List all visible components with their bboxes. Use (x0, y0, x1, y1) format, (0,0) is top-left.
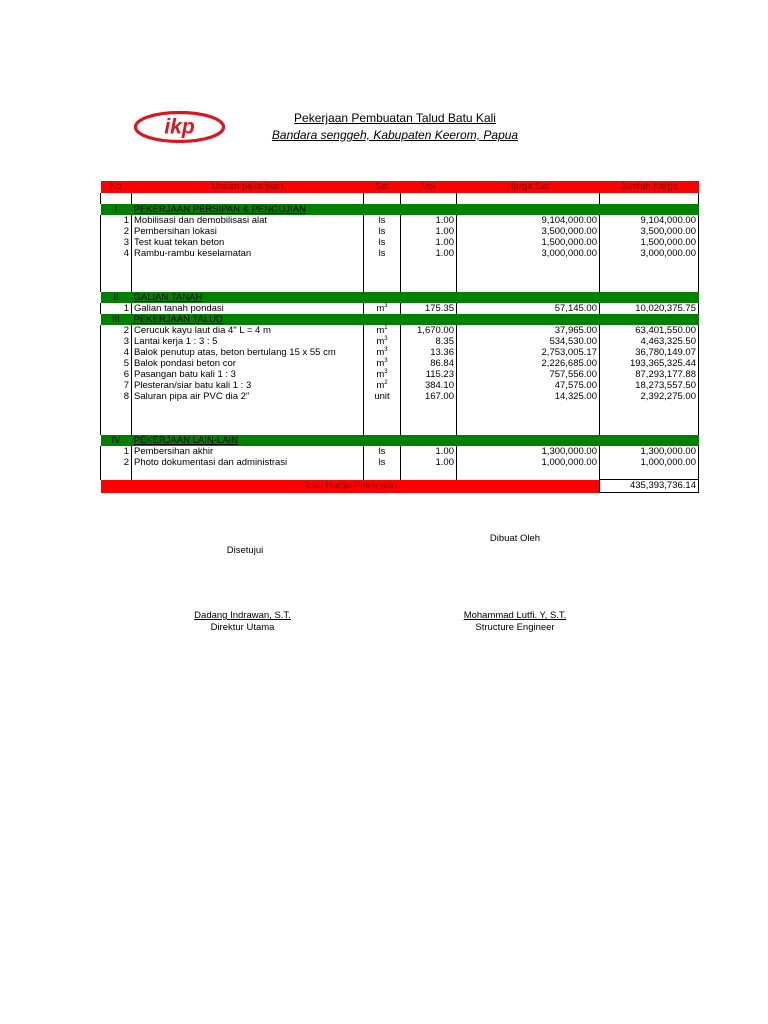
unit-exponent: 1 (384, 324, 388, 331)
row-unit-price: 2,753,005.17 (457, 347, 600, 358)
row-number: 4 (101, 347, 132, 358)
row-unit-price: 2,226,685.00 (457, 358, 600, 369)
table-row (101, 457, 699, 468)
unit-text: m (376, 347, 385, 358)
row-description: Pembersihan akhir (132, 446, 364, 457)
row-unit-price: 3,000,000.00 (457, 248, 600, 259)
row-volume: 1.00 (401, 237, 457, 248)
blank-cell (364, 193, 401, 204)
table-row (101, 380, 699, 391)
row-volume: 384.10 (401, 380, 457, 391)
section-fill-cell (401, 292, 457, 303)
total-row (101, 480, 699, 493)
blank-row (101, 402, 699, 435)
row-volume: 1.00 (401, 226, 457, 237)
unit-text: unit (374, 391, 390, 402)
row-total-price: 18,273,557.50 (600, 380, 699, 391)
row-volume: 1.00 (401, 248, 457, 259)
row-total-price: 1,300,000.00 (600, 446, 699, 457)
col-header-unit: Sat (364, 181, 401, 193)
blank-row (101, 468, 699, 480)
blank-cell (600, 193, 699, 204)
row-number: 6 (101, 369, 132, 380)
unit-exponent: 3 (384, 368, 388, 375)
unit-text: m (376, 303, 385, 314)
blank-cell (401, 193, 457, 204)
row-description: Balok pondasi beton cor (132, 358, 364, 369)
col-header-total-price: Jumlah harga (600, 181, 699, 193)
blank-cell (457, 468, 600, 480)
unit-exponent: 3 (384, 346, 388, 353)
row-total-price: 3,500,000.00 (600, 226, 699, 237)
row-number: 3 (101, 336, 132, 347)
blank-cell (132, 193, 364, 204)
unit-text: ls (378, 215, 386, 226)
section-header-row (101, 435, 699, 446)
section-fill-cell (364, 292, 401, 303)
row-number: 2 (101, 325, 132, 336)
row-unit (364, 380, 401, 391)
row-description: Pembersihan lokasi (132, 226, 364, 237)
blank-cell (101, 402, 132, 435)
row-unit (364, 215, 401, 226)
unit-text: m (376, 325, 385, 336)
table-row (101, 248, 699, 259)
row-unit-price: 1,000,000.00 (457, 457, 600, 468)
section-title: GALIAN TANAH (132, 292, 364, 303)
blank-cell (101, 468, 132, 480)
blank-cell (364, 468, 401, 480)
row-total-price: 36,780,149.07 (600, 347, 699, 358)
row-description: Balok penutup atas, beton bertulang 15 x 55 cm (132, 347, 364, 358)
unit-text: ls (378, 248, 386, 259)
section-title: PEKERJAAN LAIN-LAIN (132, 435, 364, 446)
row-unit (364, 358, 401, 369)
row-unit (364, 325, 401, 336)
row-number: 4 (101, 248, 132, 259)
row-unit-price: 37,965.00 (457, 325, 600, 336)
unit-text: ls (378, 446, 386, 457)
row-total-price: 1,000,000.00 (600, 457, 699, 468)
row-volume: 1.00 (401, 215, 457, 226)
section-fill-cell (600, 204, 699, 215)
section-header-row (101, 204, 699, 215)
row-description: Pasangan batu kali 1 : 3 (132, 369, 364, 380)
unit-text: m (376, 380, 385, 391)
row-volume: 86.84 (401, 358, 457, 369)
row-number: 1 (101, 303, 132, 314)
unit-exponent: 3 (384, 357, 388, 364)
section-fill-cell (364, 204, 401, 215)
row-description: Galian tanah pondasi (132, 303, 364, 314)
cost-table-container (100, 181, 699, 493)
row-total-price: 1,500,000.00 (600, 237, 699, 248)
section-number: III (101, 314, 132, 325)
blank-cell (457, 193, 600, 204)
section-fill-cell (364, 314, 401, 325)
row-number: 1 (101, 446, 132, 457)
section-fill-cell (401, 204, 457, 215)
section-header-row (101, 314, 699, 325)
section-number: IV (101, 435, 132, 446)
section-number: I (101, 204, 132, 215)
logo-text: ikp (164, 115, 195, 139)
row-unit (364, 226, 401, 237)
section-number: II (101, 292, 132, 303)
blank-cell (457, 259, 600, 292)
approver-name: Dadang Indrawan, S.T. (194, 610, 291, 621)
col-header-no: No (101, 181, 132, 193)
unit-exponent: 2 (384, 379, 388, 386)
table-row (101, 325, 699, 336)
table-row (101, 358, 699, 369)
row-volume: 1.00 (401, 446, 457, 457)
row-number: 2 (101, 457, 132, 468)
row-total-price: 9,104,000.00 (600, 215, 699, 226)
total-label: Total Harga Pekerjaan (101, 480, 600, 493)
row-number: 3 (101, 237, 132, 248)
section-fill-cell (401, 314, 457, 325)
table-row (101, 226, 699, 237)
section-fill-cell (457, 435, 600, 446)
blank-cell (401, 259, 457, 292)
section-title: PEKERJAAN PERSIPAN & PENGUJIAN (132, 204, 364, 215)
unit-text: ls (378, 226, 386, 237)
row-description: Test kuat tekan beton (132, 237, 364, 248)
row-total-price: 2,392,275.00 (600, 391, 699, 402)
blank-cell (401, 402, 457, 435)
col-header-description: Uraian pekerjaan (132, 181, 364, 193)
row-total-price: 10,020,375.75 (600, 303, 699, 314)
row-description: Mobilisasi dan demobilisasi alat (132, 215, 364, 226)
row-volume: 8.35 (401, 336, 457, 347)
row-unit (364, 347, 401, 358)
table-row (101, 369, 699, 380)
table-row (101, 391, 699, 402)
blank-cell (600, 468, 699, 480)
row-total-price: 63,401,550.00 (600, 325, 699, 336)
row-volume: 167.00 (401, 391, 457, 402)
unit-text: m (376, 358, 385, 369)
row-unit (364, 303, 401, 314)
col-header-unit-price: Harga Sat (457, 181, 600, 193)
row-number: 2 (101, 226, 132, 237)
row-unit-price: 757,556.00 (457, 369, 600, 380)
row-total-price: 193,365,325.44 (600, 358, 699, 369)
prepared-by-label: Dibuat Oleh (489, 533, 541, 544)
section-fill-cell (600, 314, 699, 325)
approved-by-label: Disetujui (226, 545, 264, 556)
row-unit (364, 336, 401, 347)
table-row (101, 303, 699, 314)
unit-exponent: 3 (384, 335, 388, 342)
unit-exponent: 3 (384, 302, 388, 309)
row-unit (364, 457, 401, 468)
blank-cell (132, 259, 364, 292)
section-fill-cell (457, 292, 600, 303)
row-unit (364, 369, 401, 380)
row-unit-price: 534,530.00 (457, 336, 600, 347)
total-value: 435,393,736.14 (600, 480, 699, 493)
blank-cell (401, 468, 457, 480)
section-fill-cell (401, 435, 457, 446)
section-title: PEKERJAAN TALUD (132, 314, 364, 325)
row-description: Photo dokumentasi dan administrasi (132, 457, 364, 468)
unit-text: ls (378, 457, 386, 468)
section-fill-cell (600, 292, 699, 303)
preparer-title: Structure Engineer (475, 622, 555, 633)
table-row (101, 446, 699, 457)
document-subtitle: Bandara senggeh, Kabupaten Keerom, Papua (271, 128, 519, 142)
blank-cell (364, 402, 401, 435)
row-unit-price: 1,500,000.00 (457, 237, 600, 248)
row-number: 5 (101, 358, 132, 369)
row-unit-price: 14,325.00 (457, 391, 600, 402)
blank-cell (600, 259, 699, 292)
row-unit-price: 57,145.00 (457, 303, 600, 314)
row-unit-price: 3,500,000.00 (457, 226, 600, 237)
row-unit-price: 9,104,000.00 (457, 215, 600, 226)
section-fill-cell (600, 435, 699, 446)
row-volume: 1.00 (401, 457, 457, 468)
row-description: Lantai kerja 1 : 3 : 5 (132, 336, 364, 347)
blank-cell (457, 402, 600, 435)
row-unit (364, 446, 401, 457)
row-unit (364, 237, 401, 248)
blank-cell (600, 402, 699, 435)
table-row (101, 237, 699, 248)
row-number: 8 (101, 391, 132, 402)
blank-cell (101, 193, 132, 204)
row-unit (364, 248, 401, 259)
blank-row (101, 259, 699, 292)
company-logo (133, 110, 226, 144)
col-header-volume: Vol (401, 181, 457, 193)
row-volume: 115.23 (401, 369, 457, 380)
blank-cell (101, 259, 132, 292)
table-row (101, 336, 699, 347)
row-volume: 1,670.00 (401, 325, 457, 336)
row-description: Cerucuk kayu laut dia 4" L = 4 m (132, 325, 364, 336)
unit-text: m (376, 369, 385, 380)
row-number: 1 (101, 215, 132, 226)
cost-table (100, 181, 699, 493)
section-fill-cell (457, 314, 600, 325)
row-volume: 13.36 (401, 347, 457, 358)
row-total-price: 4,463,325.50 (600, 336, 699, 347)
row-description: Saluran pipa air PVC dia 2" (132, 391, 364, 402)
section-header-row (101, 292, 699, 303)
table-row (101, 347, 699, 358)
table-row (101, 215, 699, 226)
row-description: Plesteran/siar batu kali 1 : 3 (132, 380, 364, 391)
row-total-price: 3,000,000.00 (600, 248, 699, 259)
row-volume: 175.35 (401, 303, 457, 314)
row-description: Rambu-rambu keselamatan (132, 248, 364, 259)
section-fill-cell (457, 204, 600, 215)
section-fill-cell (364, 435, 401, 446)
table-header-row (101, 181, 699, 193)
row-unit-price: 47,575.00 (457, 380, 600, 391)
document-title: Pekerjaan Pembuatan Talud Batu Kali (294, 111, 496, 125)
preparer-name: Mohammad Lutfi. Y, S.T. (463, 610, 567, 621)
row-number: 7 (101, 380, 132, 391)
unit-text: ls (378, 237, 386, 248)
row-total-price: 87,293,177.88 (600, 369, 699, 380)
row-unit (364, 391, 401, 402)
row-unit-price: 1,300,000.00 (457, 446, 600, 457)
unit-text: m (376, 336, 385, 347)
blank-cell (132, 402, 364, 435)
blank-cell (132, 468, 364, 480)
approver-title: Direktur Utama (210, 622, 275, 633)
blank-row (101, 193, 699, 204)
blank-cell (364, 259, 401, 292)
